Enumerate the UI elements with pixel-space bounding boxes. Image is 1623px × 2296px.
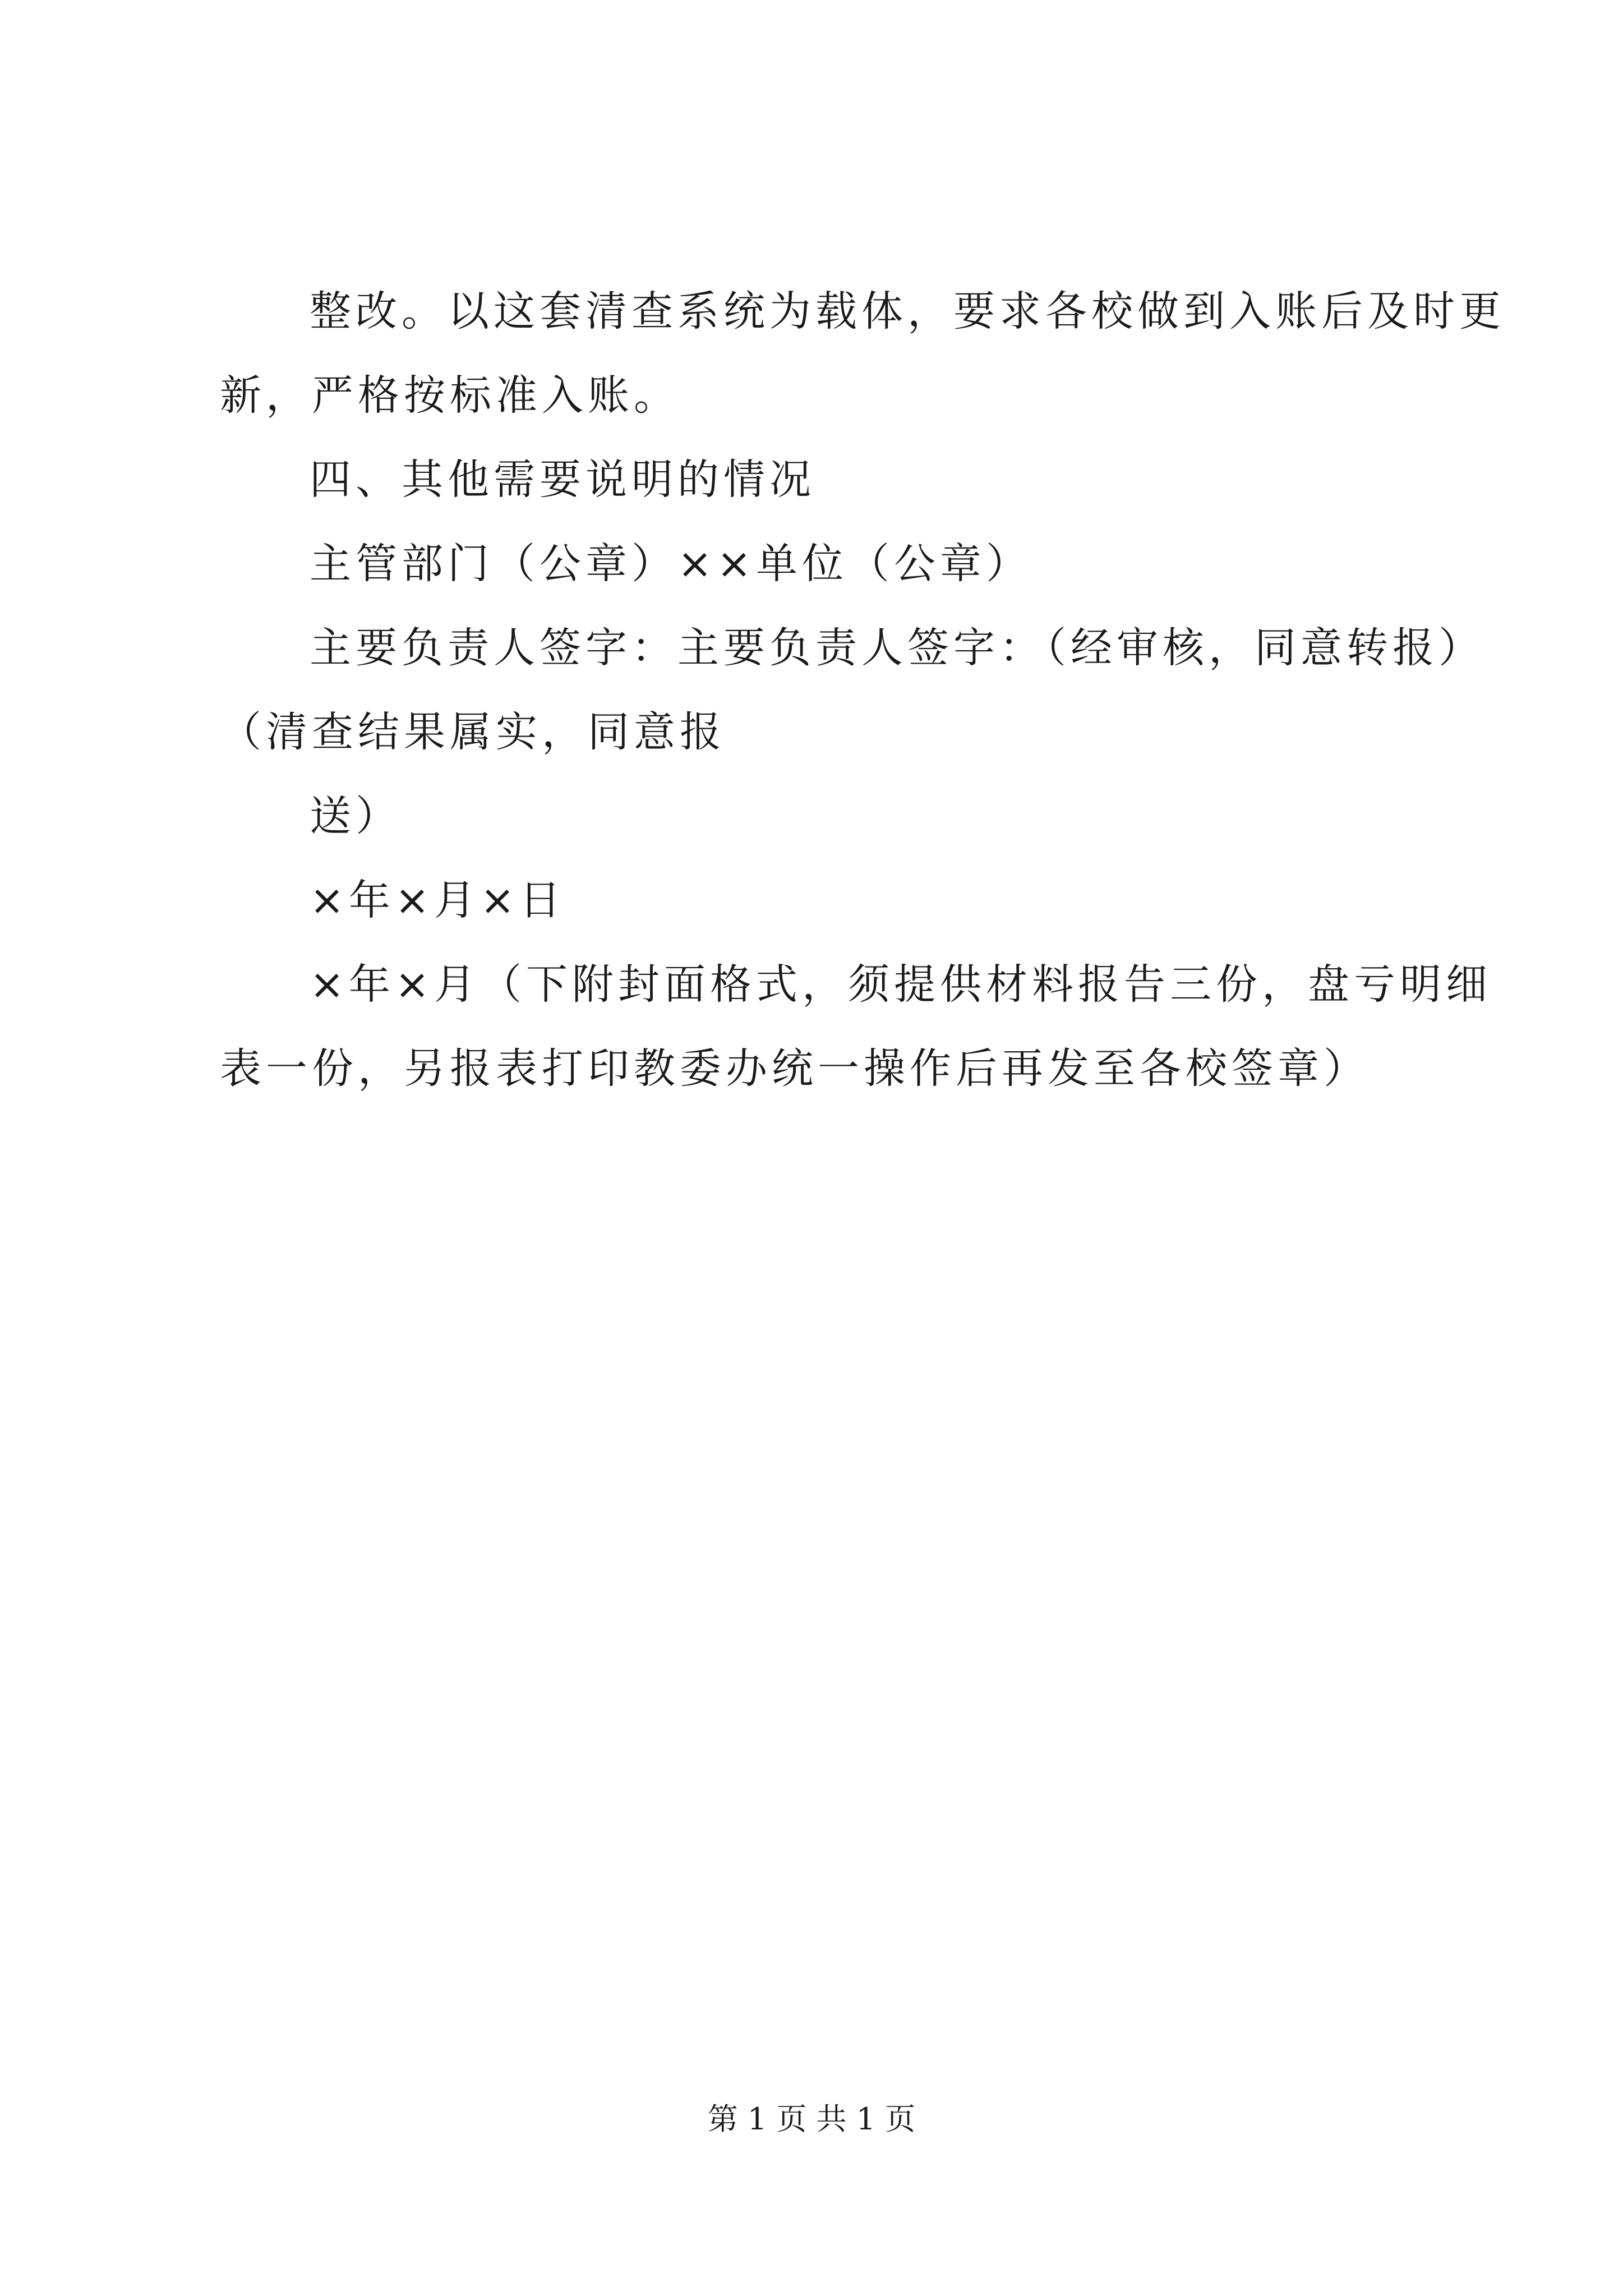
paragraph-line-1: 整改。以这套清查系统为载体，要求各校做到入账后及时更	[310, 287, 1505, 335]
seal-line: 主管部门（公章）××单位（公章）	[310, 540, 1032, 588]
attachment-note-line-2: 表一份，另报表打印教委办统一操作后再发至各校签章）	[220, 1045, 1370, 1093]
section-heading: 四、其他需要说明的情况	[310, 455, 815, 504]
signature-note-line: （清查结果属实，同意报	[220, 708, 726, 756]
attachment-note-line-1: ×年×月（下附封面格式，须提供材料报告三份，盘亏明细	[310, 960, 1492, 1009]
page-number-footer: 第 1 页 共 1 页	[707, 2101, 916, 2137]
paragraph-line-2: 新，严格按标准入账。	[220, 371, 680, 420]
signature-line: 主要负责人签字：主要负责人签字：（经审核，同意转报）	[310, 624, 1484, 672]
document-body	[220, 269, 1505, 1111]
date-line: ×年×月×日	[310, 876, 566, 924]
signature-note-continuation: 送）	[310, 792, 402, 840]
